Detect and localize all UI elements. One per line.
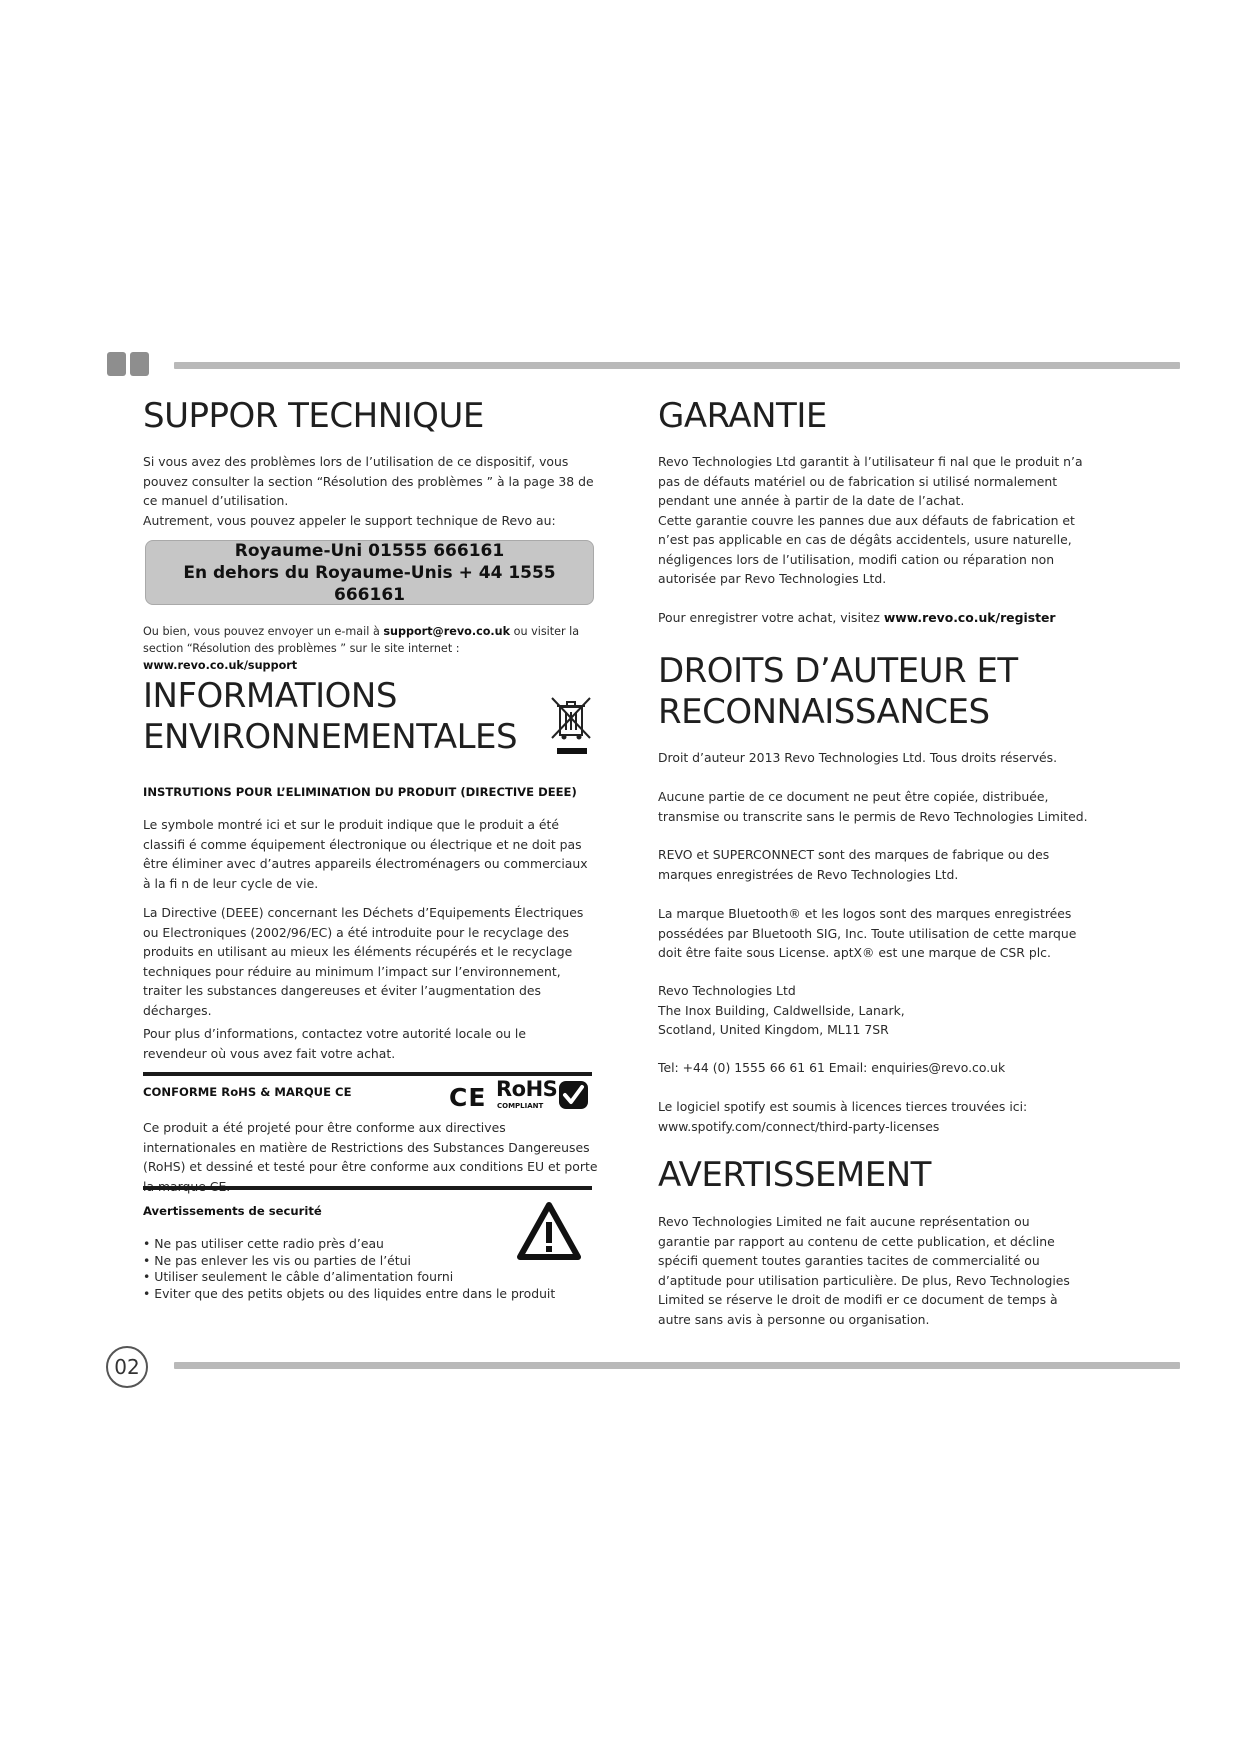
safety-title: Avertissements de securité <box>143 1204 322 1218</box>
register-url-link[interactable]: www.revo.co.uk/register <box>883 610 1056 625</box>
rohs-top-rule <box>143 1072 592 1076</box>
list-item: • Ne pas utiliser cette radio près d’eau <box>143 1236 613 1253</box>
copyright-title: DROITS D’AUTEUR ET RECONNAISSANCES <box>658 651 1018 732</box>
ce-mark-logo: CE <box>449 1083 487 1112</box>
warranty-title: GARANTIE <box>658 396 827 436</box>
environment-para-3: Pour plus d’informations, contactez votre autorité locale ou le revendeur où vous avez fait votre achat. <box>143 1026 527 1061</box>
environment-para-2: La Directive (DEEE) concernant les Déchets d’Equipements Électriques ou Electroniques (2002/96/EC) a été introduite pour le recyclage des produits en utilisant au mieux les éléments récupérés et le recyclage techniques pour réduire au minimum l’impact sur l’environnement, traiter les substances dangereuses et éviter l’augmentation des décharges. <box>143 905 584 1018</box>
rohs-para: Ce produit a été projeté pour être conforme aux directives internationales en matière de Restrictions des Substances Dangereuses (RoHS) et dessiné et testé pour être conforme aux conditions EU et porte <box>143 1120 598 1174</box>
environment-para-1: Le symbole montré ici et sur le produit indique que le produit a été classifi é comme équipement électronique ou électrique et ne doit pas être éliminer avec d’autres appareils électroménagers ou commerciaux à la fi n de leur cycle de vie. <box>143 817 588 891</box>
list-item: • Utiliser seulement le câble d’alimentation fourni <box>143 1269 613 1286</box>
support-url-link[interactable]: www.revo.co.uk/support <box>143 659 298 672</box>
support-para-1: Si vous avez des problèmes lors de l’utilisation de ce dispositif, vous pouvez consulter la section “Résolution des problèmes ” à la page 38 de ce manuel d’utilisation. Autrement, vous pouvez appeler le support technique de Revo au: <box>143 454 594 528</box>
page-number: 02 <box>106 1346 148 1388</box>
weee-bin-icon <box>549 694 595 756</box>
rohs-logo: RoHS COMPLIANT <box>496 1080 592 1112</box>
copyright-para-3: REVO et SUPERCONNECT sont des marques de fabrique ou des marques enregistrées de Revo Technologies Ltd. <box>658 847 1050 882</box>
disclaimer-title: AVERTISSEMENT <box>658 1155 931 1195</box>
header-rule <box>174 362 1180 369</box>
spotify-licenses: Le logiciel spotify est soumis à licences tierces trouvées ici: www.spotify.com/connect/third-party-licenses <box>658 1099 1028 1134</box>
support-phone-box <box>145 540 594 605</box>
warranty-para-1: Revo Technologies Ltd garantit à l’utilisateur fi nal que le produit n’a pas de défauts matériel ou de fabrication si utilisé normalement pendant une année à partir de la date de l’achat. Cette garantie couvre les pannes due aux défauts de fabrication et n’est pas applicable en cas de dégâts accidentels, usure naturelle, négligences lors de l’utilisation, modifi cation ou réparation non autorisée par Revo Technologies Ltd. <box>658 454 1083 586</box>
rohs-title: CONFORME RoHS & MARQUE CE <box>143 1085 352 1099</box>
disclaimer-para: Revo Technologies Limited ne fait aucune représentation ou garantie par rapport au contenu de cette publication, et décline spécifi quement toutes garanties tacites de commercialité ou d’aptitude pour utilisation particulière. De plus, Revo Technologies Limited se réserve le droit de modifi er ce document de temps à autre sans avis à personne ou organisation. <box>658 1214 1070 1327</box>
list-item: • Eviter que des petits objets ou des liquides entre dans le produit <box>143 1286 613 1303</box>
warranty-register: Pour enregistrer votre achat, visitez www.revo.co.uk/register <box>658 610 1056 625</box>
safety-list <box>143 1236 613 1302</box>
company-contact: Tel: +44 (0) 1555 66 61 61 Email: enquiries@revo.co.uk <box>658 1060 1006 1075</box>
support-title: SUPPOR TECHNIQUE <box>143 396 484 436</box>
phone-uk: Royaume-Uni 01555 666161 <box>234 540 505 561</box>
company-address: Revo Technologies Ltd The Inox Building, Caldwellside, Lanark, Scotland, United Kingdom, ML11 7SR <box>658 983 905 1037</box>
environment-title: INFORMATIONS ENVIRONNEMENTALES <box>143 676 518 757</box>
support-contact-text: Ou bien, vous pouvez envoyer un e-mail à support@revo.co.uk ou visiter la section “Résolution des problèmes ” sur le site internet : www.revo.co.uk/support <box>143 625 580 672</box>
weee-subtitle: INSTRUTIONS POUR L’ELIMINATION DU PRODUIT (DIRECTIVE DEEE) <box>143 785 577 799</box>
copyright-para-4: La marque Bluetooth® et les logos sont des marques enregistrées possédées par Bluetooth SIG, Inc. Toute utilisation de cette marque doit être faite sous License. aptX® est une marque de CSR plc. <box>658 906 1077 960</box>
support-email-link[interactable]: support@revo.co.uk <box>383 625 511 638</box>
safety-top-rule <box>143 1186 592 1190</box>
copyright-para-2: Aucune partie de ce document ne peut être copiée, distribuée, transmise ou transcrite sans le permis de Revo Technologies Limited. <box>658 789 1088 824</box>
header-tab-marks <box>107 352 151 376</box>
phone-intl: En dehors du Royaume-Unis + 44 1555 666161 <box>183 562 556 605</box>
rohs-check-icon <box>559 1081 588 1109</box>
list-item: • Ne pas enlever les vis ou parties de l’étui <box>143 1253 613 1270</box>
copyright-para-1: Droit d’auteur 2013 Revo Technologies Ltd. Tous droits réservés. <box>658 750 1058 765</box>
footer-rule <box>174 1362 1180 1369</box>
